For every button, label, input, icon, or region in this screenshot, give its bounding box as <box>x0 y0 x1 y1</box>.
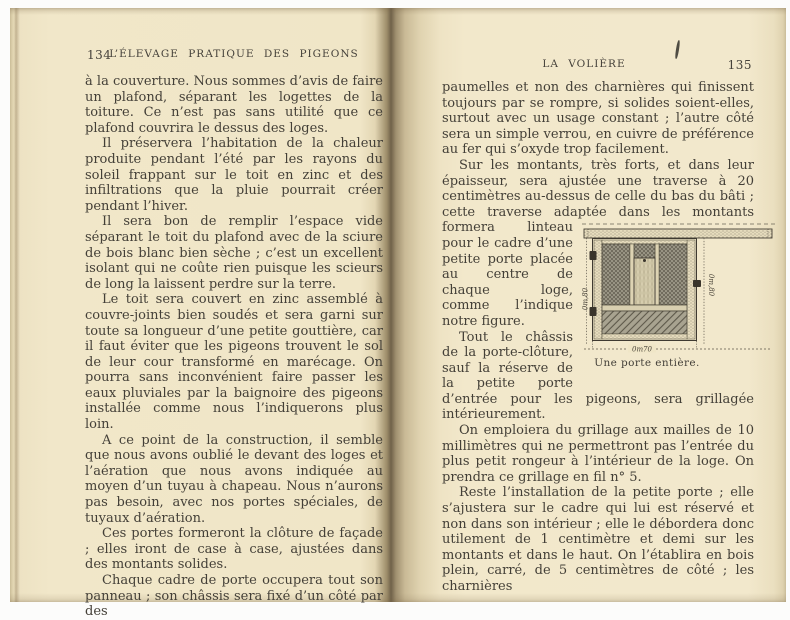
page-left-body <box>85 74 383 620</box>
paragraph: On emploiera du grillage aux mailles de 10 millimètres qui ne permettront pas l’entrée du plus petit rongeur à l’intérieur de la loge. On prendra ce grillage en fil n° 5. <box>442 423 754 485</box>
grillage-panel-center-top <box>634 244 655 258</box>
running-title-left: L’ÉLEVAGE PRATIQUE DES PIGEONS <box>109 48 359 60</box>
dimension-label-left: 0m,80 <box>582 288 590 311</box>
paragraph <box>442 157 754 370</box>
paragraph-text: pour le cadre d’une petite porte placée au centre de chaque loge, comme l’indique notre figure. <box>442 235 573 329</box>
petite-porte <box>634 258 655 305</box>
paragraph: Tout le châssis de la porte-clôture, sauf la réserve de la petite porte d’entrée pour les pigeons, sera grillagée intérieurement. <box>442 329 754 423</box>
door-right-stile <box>687 240 695 339</box>
door <box>590 239 702 341</box>
paragraph: Il sera bon de remplir l’espace vide séparant le toit du plafond avec de la sciure de bois blanc bien sèche ; c’est un excellent isolant qui ne coûte rien puisque les scieurs de long la laissent perdre sur la terre. <box>85 214 383 292</box>
page-right-header <box>442 58 754 80</box>
page-number-left: 134 <box>87 48 112 62</box>
figure-caption: Une porte entière. <box>594 357 700 370</box>
running-title-right: LA VOLIÈRE <box>542 58 626 70</box>
page-left-header <box>85 48 383 74</box>
paragraph-text: Sur les montants, très forts, et dans leur épaisseur, sera ajustée une traverse à 20 centimètres au-dessus de celle du bas du bâti ; cette traverse adaptée dans les montants formera linteau <box>442 157 754 236</box>
door-figure-drawing <box>582 221 775 353</box>
lintel-traverse <box>584 229 772 238</box>
page-number-right: 135 <box>727 58 752 72</box>
dimension-label-bottom: 0m70 <box>632 345 652 354</box>
latch <box>693 280 701 287</box>
paragraph: à la couverture. Nous sommes d’avis de faire un plafond, séparant les logettes de la toiture. Ce n’est pas sans utilité que ce plafond couvrira le dessus des loges. <box>85 74 383 136</box>
paragraph: A ce point de la construction, il semble que nous avons oublié le devant des loges et l’aération que nous avons indiquée au moyen d’un tuyau à chapeau. Nous n’aurons pas besoin, avec nos portes spéciales, de tuyaux d’aération. <box>85 432 383 526</box>
hinge-bottom <box>590 307 597 316</box>
middle-rail <box>602 305 687 311</box>
open-book-spread <box>10 8 786 620</box>
door-bottom-rail <box>602 334 687 339</box>
bottom-panel <box>602 311 687 334</box>
paragraph: Reste l’installation de la petite porte ; elle s’ajustera sur le cadre qui lui est réservé et non dans son intérieur ; elle le débordera donc utilement de 1 centimètre et demi sur les montants et dans le haut. On l’établira en bois plein, carré, de 5 centimètres de côté ; les charnières <box>442 485 754 594</box>
figure-porte-entiere <box>582 221 754 382</box>
paragraph: Il préservera l’habitation de la chaleur produite pendant l’été par les rayons du soleil frappant sur le toit en zinc et des infiltrations que la pluie pourrait créer pendant l’hiver. <box>85 136 383 214</box>
page-right <box>442 58 754 595</box>
ink-mark <box>675 40 681 59</box>
grillage-panel-right <box>659 244 687 305</box>
page-left <box>85 48 383 620</box>
grillage-panel-left <box>602 244 630 305</box>
petite-porte-knob <box>643 259 646 262</box>
door-top-rail <box>602 240 687 244</box>
paragraph: Le toit sera couvert en zinc assemblé à couvre-joints bien soudés et sera garni sur toute sa longueur d’une petite gouttière, car il faut éviter que les pigeons trouvent le sol de leur cour transformé en marécage. On pourra sans inconvénient faire passer les eaux pluviales par la baignoire des pigeons installée comme nous l’indiquerons plus loin. <box>85 292 383 433</box>
paragraph: Ces portes formeront la clôture de façade ; elles iront de case à case, ajustées dans des montants solides. <box>85 526 383 573</box>
dimension-label-right: 0m,80 <box>707 274 715 297</box>
page-right-body <box>442 80 754 595</box>
paragraph: Chaque cadre de porte occupera tout son panneau ; son châssis sera fixé d’un côté par des <box>85 573 383 620</box>
paragraph: paumelles et non des charnières qui finissent toujours par se rompre, si solides soient-elles, surtout avec un usage constant ; l’autre côté sera un simple verrou, en cuivre de préférence au fer qui s’oxyde trop facilement. <box>442 80 754 158</box>
hinge-top <box>590 251 597 260</box>
